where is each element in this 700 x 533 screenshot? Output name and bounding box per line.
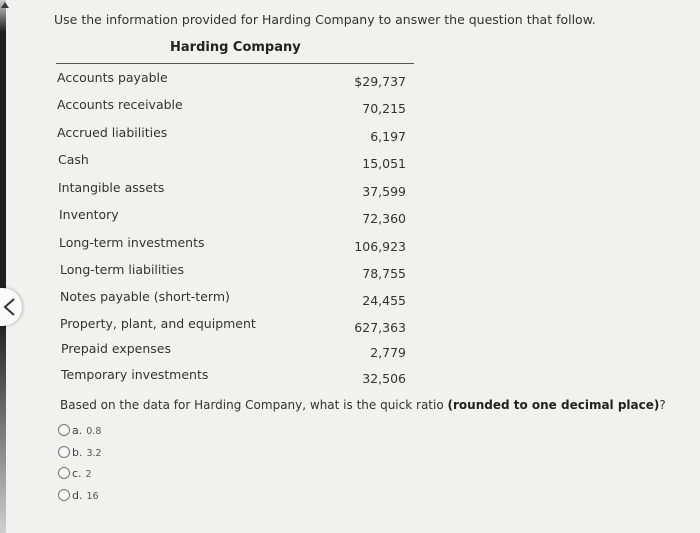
row-label: Intangible assets <box>58 180 165 195</box>
option-value: 3.2 <box>86 448 102 459</box>
table-row <box>36 97 436 117</box>
table-row <box>36 235 436 255</box>
table-row <box>36 341 436 361</box>
row-value: 37,599 <box>362 184 406 199</box>
radio-button[interactable] <box>58 446 70 458</box>
table-row <box>36 152 436 172</box>
option-letter: d. <box>72 489 83 502</box>
question-panel <box>36 0 686 533</box>
question-main: Based on the data for Harding Company, what is the quick ratio <box>60 398 444 412</box>
row-value: 15,051 <box>362 156 406 171</box>
row-value: 24,455 <box>362 293 406 308</box>
row-value: 106,923 <box>354 239 406 254</box>
table-row <box>36 125 436 145</box>
company-title: Harding Company <box>170 40 301 55</box>
table-row <box>36 316 436 336</box>
row-value: 72,360 <box>362 211 406 226</box>
question-emphasis: (rounded to one decimal place) <box>447 398 660 412</box>
answer-option-a[interactable] <box>58 424 101 442</box>
row-value: $29,737 <box>354 74 406 89</box>
table-row <box>36 207 436 227</box>
table-row <box>36 262 436 282</box>
option-value: 2 <box>85 469 92 480</box>
table-row <box>36 289 436 309</box>
row-label: Temporary investments <box>61 367 209 382</box>
scroll-up-arrow-icon[interactable] <box>1 2 9 8</box>
row-label: Accounts payable <box>57 70 168 85</box>
row-value: 627,363 <box>354 320 406 335</box>
row-label: Property, plant, and equipment <box>60 316 256 331</box>
radio-button[interactable] <box>58 467 70 479</box>
title-divider <box>56 63 414 64</box>
row-value: 70,215 <box>362 101 406 116</box>
table-row <box>36 70 436 90</box>
option-letter: c. <box>72 467 82 480</box>
left-scrollbar[interactable] <box>0 0 6 533</box>
row-label: Long-term investments <box>59 235 205 250</box>
row-label: Long-term liabilities <box>60 262 184 277</box>
question-text <box>60 398 666 412</box>
row-label: Prepaid expenses <box>61 341 171 356</box>
row-value: 6,197 <box>370 129 406 144</box>
chevron-left-icon <box>2 297 18 317</box>
option-value: 0.8 <box>86 426 102 437</box>
option-letter: b. <box>72 446 83 459</box>
row-value: 32,506 <box>362 371 406 386</box>
back-button[interactable] <box>0 288 22 326</box>
radio-button[interactable] <box>58 424 70 436</box>
table-row <box>36 367 436 387</box>
row-label: Accrued liabilities <box>57 125 168 140</box>
row-label: Cash <box>58 152 89 167</box>
row-label: Accounts receivable <box>57 97 183 112</box>
row-value: 2,779 <box>370 345 406 360</box>
answer-option-b[interactable] <box>58 446 102 464</box>
row-value: 78,755 <box>362 266 406 281</box>
option-letter: a. <box>72 424 83 437</box>
option-value: 16 <box>86 491 99 502</box>
radio-button[interactable] <box>58 489 70 501</box>
table-row <box>36 180 436 200</box>
intro-text: Use the information provided for Harding Company to answer the question that follow. <box>54 12 596 27</box>
row-label: Inventory <box>59 207 119 222</box>
question-end: ? <box>659 398 666 412</box>
answer-option-d[interactable] <box>58 489 99 507</box>
row-label: Notes payable (short-term) <box>60 289 230 304</box>
answer-option-c[interactable] <box>58 467 92 485</box>
